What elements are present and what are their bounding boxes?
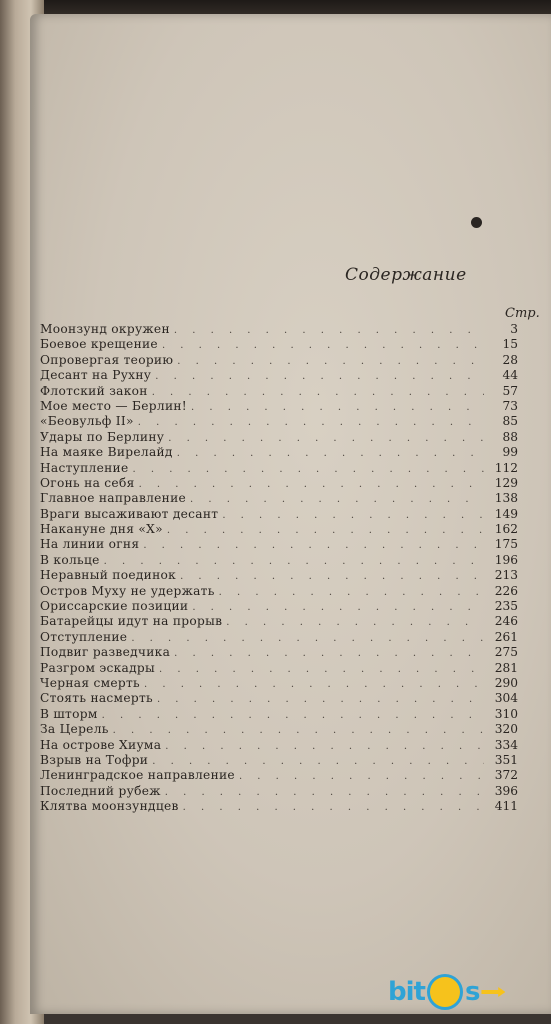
dot-leader — [167, 523, 484, 538]
toc-entry-page: 85 — [502, 414, 518, 429]
toc-entry-page: 28 — [502, 352, 518, 367]
toc-entry-title: Неравный поединок — [40, 568, 177, 583]
toc-row — [40, 799, 518, 814]
dot-leader — [159, 662, 484, 677]
dot-leader — [239, 769, 484, 784]
toc-row — [40, 337, 518, 352]
toc-entry-title: Опровергая теорию — [40, 352, 174, 367]
toc-entry-title: Клятва моонзундцев — [40, 799, 179, 814]
dot-leader — [222, 508, 484, 523]
ink-spot — [471, 217, 482, 228]
toc-entry-title: «Беовульф II» — [40, 414, 134, 429]
toc-entry-title: Ленинградское направление — [40, 768, 235, 783]
toc-entry-title: Взрыв на Тофри — [40, 752, 149, 767]
toc-entry-page: 175 — [494, 537, 518, 552]
toc-entry-page: 88 — [502, 429, 518, 444]
dot-leader — [102, 708, 484, 723]
toc-row — [40, 630, 518, 645]
toc-entry-page: 235 — [494, 599, 518, 614]
toc-row — [40, 445, 518, 460]
toc-entry-page: 275 — [494, 645, 518, 660]
toc-row — [40, 399, 518, 414]
toc-entry-page: 320 — [494, 722, 518, 737]
toc-entry-title: Последний рубеж — [40, 783, 161, 798]
toc-entry-page: 213 — [494, 568, 518, 583]
toc-row — [40, 661, 518, 676]
toc-entry-title: Огонь на себя — [40, 475, 135, 490]
toc-entry-title: Черная смерть — [40, 675, 140, 690]
toc-entry-title: Отступление — [40, 629, 128, 644]
toc-row — [40, 568, 518, 583]
toc-entry-title: В кольце — [40, 552, 100, 567]
watermark-text-prefix: bit — [388, 977, 425, 1007]
toc-entry-title: На линии огня — [40, 537, 140, 552]
toc-entry-page: 44 — [502, 368, 518, 383]
table-of-contents — [40, 322, 518, 815]
toc-entry-title: Подвиг разведчика — [40, 645, 171, 660]
toc-row — [40, 784, 518, 799]
toc-entry-title: За Церель — [40, 722, 109, 737]
dot-leader — [113, 723, 484, 738]
toc-entry-page: 290 — [494, 675, 518, 690]
toc-row — [40, 384, 518, 399]
toc-row — [40, 414, 518, 429]
page-title: Содержание — [345, 265, 467, 285]
toc-row — [40, 522, 518, 537]
toc-entry-page: 112 — [494, 460, 518, 475]
arrow-icon — [481, 987, 505, 997]
toc-row — [40, 537, 518, 552]
dot-leader — [143, 538, 484, 553]
toc-entry-page: 73 — [502, 398, 518, 413]
toc-entry-title: Наступление — [40, 460, 129, 475]
toc-entry-page: 3 — [510, 322, 518, 336]
dot-leader — [190, 492, 484, 507]
toc-entry-page: 411 — [494, 799, 518, 814]
dot-leader — [138, 415, 484, 430]
toc-entry-page: 226 — [494, 583, 518, 598]
dot-leader — [168, 431, 484, 446]
toc-entry-title: Разгром эскадры — [40, 660, 156, 675]
dot-leader — [139, 477, 484, 492]
toc-entry-title: Моонзунд окружен — [40, 322, 170, 336]
dot-leader — [183, 800, 484, 815]
watermark-text-suffix: s — [464, 977, 480, 1007]
toc-row — [40, 614, 518, 629]
dot-leader — [180, 569, 484, 584]
toc-entry-page: 334 — [494, 737, 518, 752]
dot-leader — [192, 600, 484, 615]
toc-entry-page: 281 — [494, 660, 518, 675]
toc-row — [40, 353, 518, 368]
toc-entry-title: Враги высаживают десант — [40, 506, 219, 521]
toc-entry-page: 310 — [494, 706, 518, 721]
toc-entry-page: 149 — [494, 506, 518, 521]
toc-entry-title: Главное направление — [40, 491, 187, 506]
toc-entry-title: Флотский закон — [40, 383, 148, 398]
dot-leader — [144, 677, 484, 692]
toc-row — [40, 768, 518, 783]
toc-row — [40, 584, 518, 599]
dot-leader — [177, 354, 484, 369]
toc-row — [40, 645, 518, 660]
dot-leader — [174, 646, 484, 661]
dot-leader — [152, 754, 484, 769]
dot-leader — [162, 338, 484, 353]
dot-leader — [132, 462, 484, 477]
toc-row — [40, 707, 518, 722]
toc-entry-page: 351 — [494, 752, 518, 767]
toc-row — [40, 476, 518, 491]
toc-entry-title: На маяке Вирелайд — [40, 445, 173, 460]
toc-row — [40, 691, 518, 706]
page-column-label: Стр. — [505, 306, 540, 321]
toc-row — [40, 430, 518, 445]
toc-entry-page: 162 — [494, 522, 518, 537]
toc-row — [40, 722, 518, 737]
toc-row — [40, 368, 518, 383]
toc-entry-title: Ориссарские позиции — [40, 599, 189, 614]
toc-entry-page: 138 — [494, 491, 518, 506]
dot-leader — [131, 631, 484, 646]
toc-row — [40, 507, 518, 522]
toc-entry-title: Остров Муху не удержать — [40, 583, 215, 598]
toc-entry-page: 372 — [494, 768, 518, 783]
watermark-circle-icon — [427, 974, 463, 1010]
toc-entry-page: 196 — [494, 552, 518, 567]
toc-entry-title: Батарейцы идут на прорыв — [40, 614, 223, 629]
dot-leader — [219, 585, 484, 600]
toc-entry-title: Боевое крещение — [40, 337, 158, 352]
toc-entry-page: 396 — [494, 783, 518, 798]
toc-row — [40, 753, 518, 768]
toc-entry-title: Мое место — Берлин! — [40, 398, 187, 413]
toc-entry-title: Стоять насмерть — [40, 691, 153, 706]
dot-leader — [157, 692, 484, 707]
toc-entry-page: 15 — [502, 337, 518, 352]
dot-leader — [152, 385, 484, 400]
dot-leader — [165, 739, 484, 754]
toc-entry-page: 99 — [502, 445, 518, 460]
dot-leader — [226, 615, 484, 630]
dot-leader — [165, 785, 484, 800]
toc-entry-page: 304 — [494, 691, 518, 706]
toc-row — [40, 491, 518, 506]
toc-entry-title: Удары по Берлину — [40, 429, 165, 444]
toc-entry-title: В шторм — [40, 706, 98, 721]
toc-entry-title: Десант на Рухну — [40, 368, 152, 383]
dot-leader — [191, 400, 484, 415]
toc-entry-page: 129 — [494, 475, 518, 490]
dot-leader — [104, 554, 484, 569]
toc-entry-page: 57 — [502, 383, 518, 398]
toc-row — [40, 553, 518, 568]
toc-entry-title: Накануне дня «Х» — [40, 522, 163, 537]
toc-row — [40, 322, 518, 337]
toc-entry-page: 261 — [494, 629, 518, 644]
dot-leader — [177, 446, 484, 461]
watermark-logo — [388, 974, 505, 1010]
dot-leader — [155, 369, 484, 384]
toc-entry-page: 246 — [494, 614, 518, 629]
toc-row — [40, 738, 518, 753]
toc-row — [40, 461, 518, 476]
toc-row — [40, 599, 518, 614]
toc-entry-title: На острове Хиума — [40, 737, 162, 752]
dot-leader — [174, 323, 484, 338]
toc-row — [40, 676, 518, 691]
